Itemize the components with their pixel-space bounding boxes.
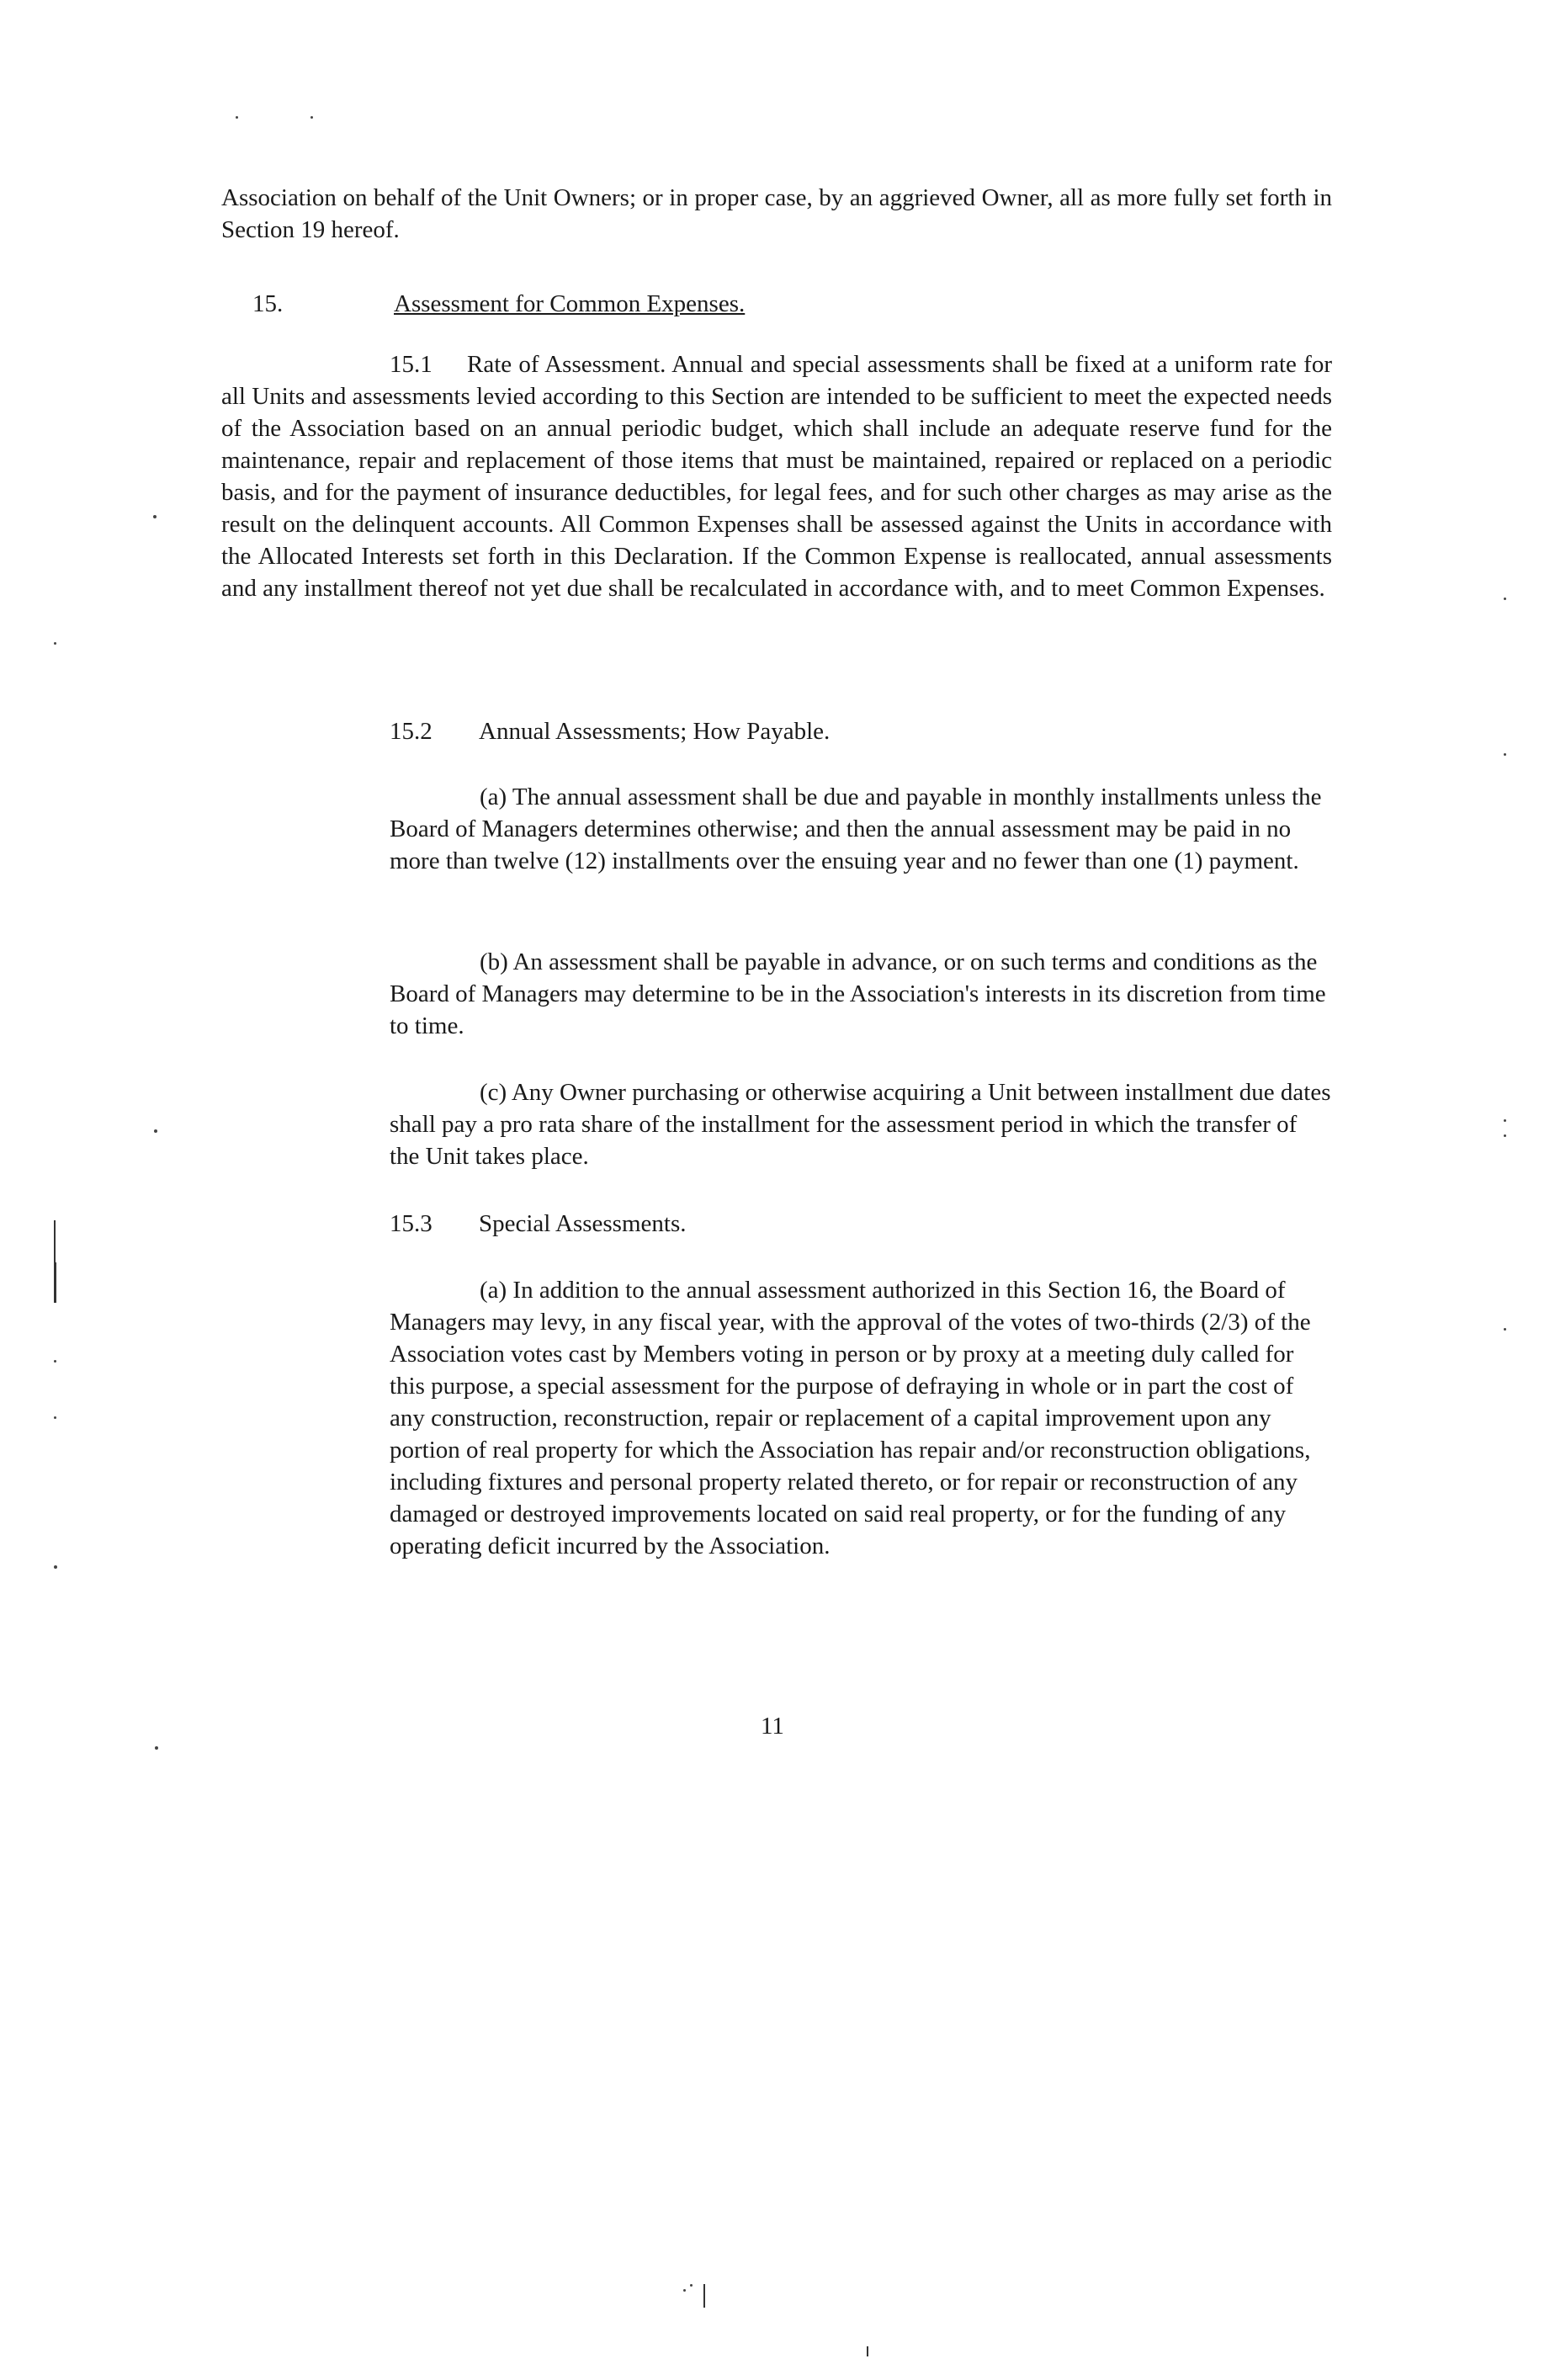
section-15-2-number: 15.2 [390,718,433,745]
section-15-number: 15. [252,290,284,317]
scan-artifact-speck [690,2284,693,2287]
section-15-1-body: Annual and special assessments shall be fixed at a uniform rate for all Units and assessments levied according to this Section are intended to be sufficient to meet the expected needs of the Association based on an annual periodic budget, which shall include an adequate reserve fund for the maintenance, repair and replacement of those items that must be maintained, repaired or replaced on a periodic basis, and for the payment of insurance deductibles, for legal fees, and for such other charges as may arise as the result on the delinquent accounts. All Common Expenses shall be assessed against the Units in accordance with the Allocated Interests set forth in this Declaration. If the Common Expense is reallocated, annual assessments and any installment thereof not yet due shall be recalculated in accordance with, and to meet Common Expenses. [221,351,1332,602]
scan-artifact-speck [236,116,238,119]
section-15-1-paragraph [221,348,1332,604]
scan-artifact-speck [54,1416,56,1419]
scan-artifact-speck [1504,598,1506,600]
scan-artifact-speck [54,1565,57,1569]
section-15-3-a: (a) In addition to the annual assessment authorized in this Section 16, the Board of Managers may levy, in any fiscal year, with the approval of the votes of two-thirds (2/3) of the Association votes cast by Members voting in person or by proxy at a meeting duly called for this purpose, a special assessment for the purpose of defraying in whole or in part the cost of any construction, reconstruction, repair or replacement of a capital improvement upon any portion of real property for which the Association has repair and/or reconstruction obligations, including fixtures and personal property related thereto, or for repair or reconstruction of any damaged or destroyed improvements located on said real property, or for the funding of any operating deficit incurred by the Association. [390,1277,1311,1559]
section-15-title: Assessment for Common Expenses. [394,290,746,317]
scan-artifact-speck [1504,1134,1506,1137]
section-15-2-a: (a) The annual assessment shall be due and payable in monthly installments unless the Board of Managers determines otherwise; and then the annual assessment may be paid in no more than twelve (12) installments over the ensuing year and no fewer than one (1) payment. [390,784,1322,874]
opening-paragraph: Association on behalf of the Unit Owners; or in proper case, by an aggrieved Owner, all as more fully set forth in Section 19 hereof. [221,184,1332,243]
section-15-3-number: 15.3 [390,1210,433,1237]
section-15-1-title: Rate of Assessment. [467,351,666,378]
scan-artifact-line [703,2284,705,2308]
section-15-1-number: 15.1 [390,351,433,378]
scan-artifact-speck [154,1129,157,1133]
section-15-2-heading [390,715,830,747]
scan-artifact-speck [1504,1328,1506,1331]
scan-artifact-speck [54,1360,56,1363]
scan-artifact-speck [310,116,313,119]
section-15-2-b: (b) An assessment shall be payable in advance, or on such terms and conditions as the Board of Managers may determine to be in the Association's interests in its discretion from time to time. [390,948,1326,1039]
scan-artifact-line [54,1262,56,1303]
section-15-2-c: (c) Any Owner purchasing or otherwise acquiring a Unit between installment due dates shall pay a pro rata share of the installment for the assessment period in which the transfer of the Unit takes place. [390,1079,1331,1170]
section-15-heading [252,288,745,320]
scan-artifact-speck [54,642,56,645]
scan-artifact-speck [683,2289,686,2292]
scan-artifact-speck [155,1746,158,1750]
scan-artifact-line [867,2346,868,2356]
scan-artifact-speck [1504,753,1506,756]
page-number: 11 [761,1713,784,1740]
scan-artifact-speck [1504,1119,1506,1122]
section-15-3-title: Special Assessments. [479,1210,687,1237]
section-15-2-title: Annual Assessments; How Payable. [479,718,831,745]
section-15-3-heading [390,1208,687,1240]
scan-artifact-speck [153,515,157,518]
